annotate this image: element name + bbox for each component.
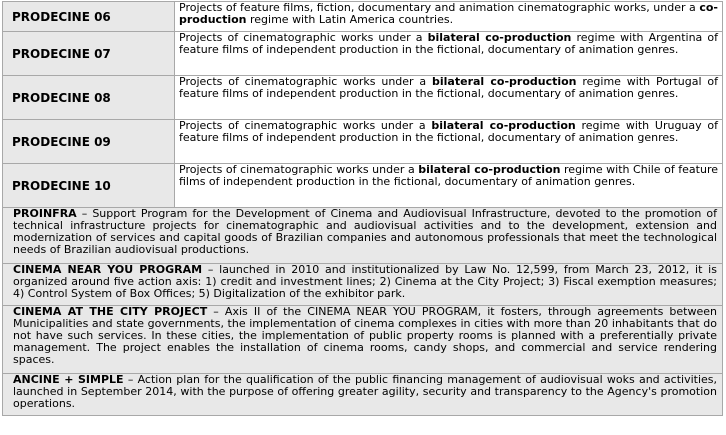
- table-row: [3, 264, 723, 306]
- program-name: PRODECINE 08: [3, 76, 175, 120]
- program-description: Projects of cinematographic works under a bilateral co-production regime with Uruguay of feature films of independent production in the fictional, documentary of animation genres.: [175, 120, 723, 164]
- program-name: PRODECINE 07: [3, 32, 175, 76]
- program-block-ancine-simple: ANCINE + SIMPLE – Action plan for the qualification of the public financing management of audiovisual woks and activities, launched in September 2014, with the purpose of offering greater agility, security and transparency to the Agency's promotion operations.: [3, 374, 723, 416]
- table-row: [3, 76, 723, 120]
- table-row: [3, 164, 723, 208]
- programs-table: [2, 1, 723, 416]
- table-row: [3, 374, 723, 416]
- program-name: PRODECINE 10: [3, 164, 175, 208]
- program-name: PRODECINE 09: [3, 120, 175, 164]
- program-description: Projects of cinematographic works under a bilateral co-production regime with Portugal of feature films of independent production in the fictional, documentary of animation genres.: [175, 76, 723, 120]
- table-row: [3, 2, 723, 32]
- program-block-cinema-at-the-city: CINEMA AT THE CITY PROJECT – Axis II of the CINEMA NEAR YOU PROGRAM, it fosters, through agreements between Municipalities and state governments, the implementation of cinema complexes in cities with more than 20 inhabitants that do not have such services. In these cities, the implementation of public property rooms is planned with a preferentially private management. The project enables the installation of cinema rooms, candy shops, and commercial and service rendering spaces.: [3, 306, 723, 374]
- program-block-proinfra: PROINFRA – Support Program for the Development of Cinema and Audiovisual Infrastructure, devoted to the promotion of technical infrastructure projects for cinematographic and audiovisual activities and to the development, extension and modernization of services and capital goods of Brazilian companies and autonomous professionals that meet the technological needs of Brazilian audiovisual productions.: [3, 208, 723, 264]
- table-row: [3, 120, 723, 164]
- program-name: PRODECINE 06: [3, 2, 175, 32]
- program-description: Projects of cinematographic works under a bilateral co-production regime with Chile of feature films of independent production in the fictional, documentary of animation genres.: [175, 164, 723, 208]
- table-row: [3, 306, 723, 374]
- table-row: [3, 208, 723, 264]
- program-description: Projects of feature films, fiction, documentary and animation cinematographic works, under a co-production regime with Latin America countries.: [175, 2, 723, 32]
- table-row: [3, 32, 723, 76]
- program-description: Projects of cinematographic works under a bilateral co-production regime with Argentina of feature films of independent production in the fictional, documentary of animation genres.: [175, 32, 723, 76]
- program-block-cinema-near-you: CINEMA NEAR YOU PROGRAM – launched in 2010 and institutionalized by Law No. 12,599, from March 23, 2012, it is organized around five action axis: 1) credit and investment lines; 2) Cinema at the City Project; 3) Fiscal exemption measures; 4) Control System of Box Offices; 5) Digitalization of the exhibitor park.: [3, 264, 723, 306]
